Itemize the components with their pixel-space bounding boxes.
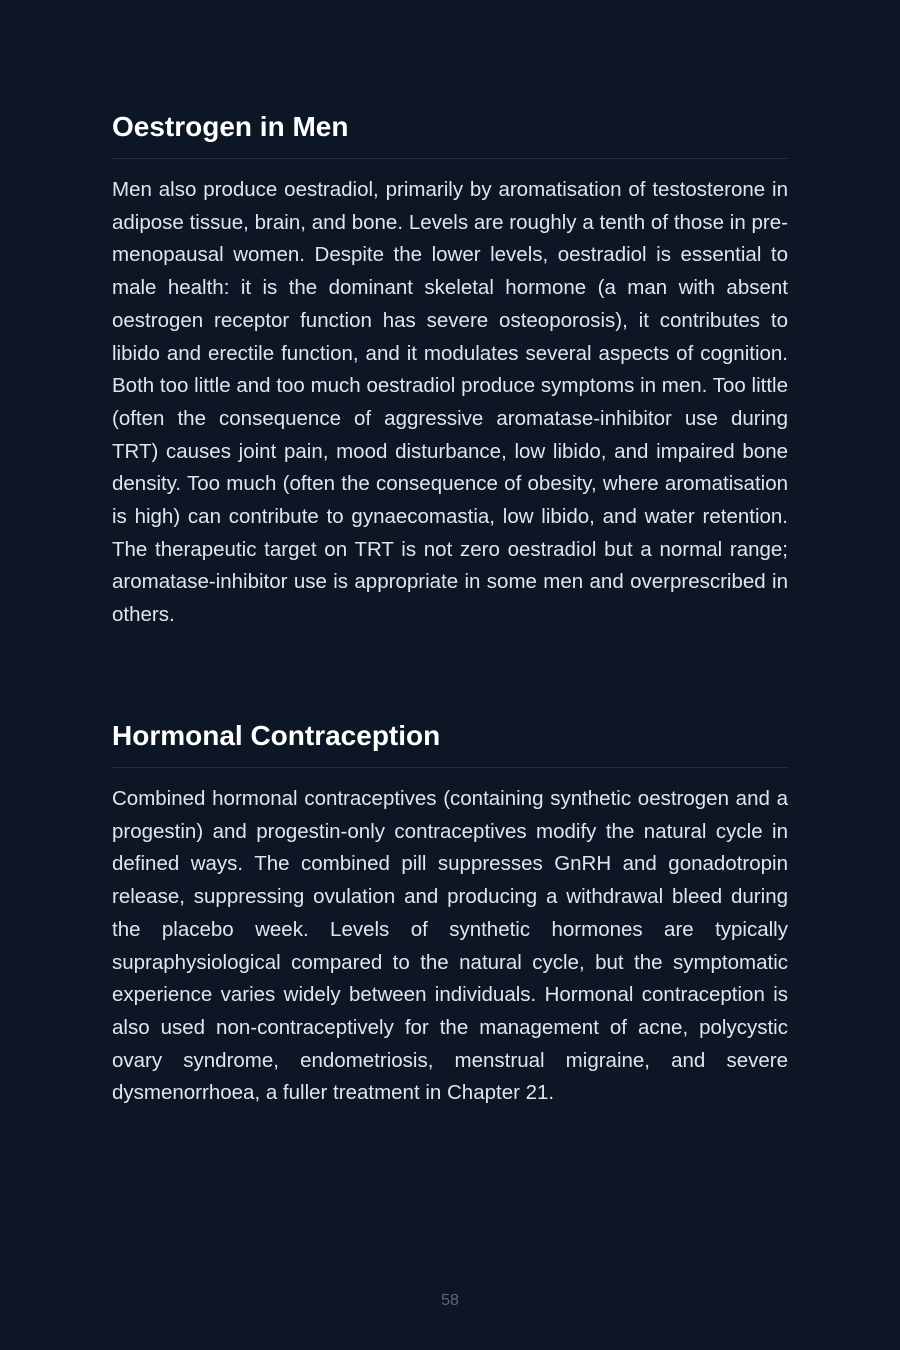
section-paragraph: Combined hormonal contraceptives (containing synthetic oestrogen and a progestin) and progestin-only contraceptives modify the natural cycle in defined ways. The combined pill suppresses GnRH and gonadotropin release, suppressing ovulation and producing a withdrawal bleed during the placebo week. Levels of synthetic hormones are typically supraphysiological compared to the natural cycle, but the symptomatic experience varies widely between individuals. Hormonal contraception is also used non-contraceptively for the management of acne, polycystic ovary syndrome, endometriosis, menstrual migraine, and severe dysmenorrhoea, a fuller treatment in Chapter 21. bbox=[112, 787, 788, 1105]
section-hormonal-contraception bbox=[112, 719, 788, 1110]
section-heading: Oestrogen in Men bbox=[112, 110, 788, 159]
section-heading: Hormonal Contraception bbox=[112, 719, 788, 768]
section-oestrogen-in-men bbox=[112, 110, 788, 632]
section-paragraph: Men also produce oestradiol, primarily by aromatisation of testosterone in adipose tissue, brain, and bone. Levels are roughly a tenth of those in pre-menopausal women. Despite the lower levels, oestradiol is essential to male health: it is the dominant skeletal hormone (a man with absent oestrogen receptor function has severe osteoporosis), it contributes to libido and erectile function, and it modulates several aspects of cognition. Both too little and too much oestradiol produce symptoms in men. Too little (often the consequence of aggressive aromatase-inhibitor use during TRT) causes joint pain, mood disturbance, low libido, and impaired bone density. Too much (often the consequence of obesity, where aromatisation is high) can contribute to gynaecomastia, low libido, and water retention. The therapeutic target on TRT is not zero oestradiol but a normal range; aromatase-inhibitor use is appropriate in some men and overprescribed in others. bbox=[112, 178, 788, 627]
page-number: 58 bbox=[441, 1292, 459, 1309]
